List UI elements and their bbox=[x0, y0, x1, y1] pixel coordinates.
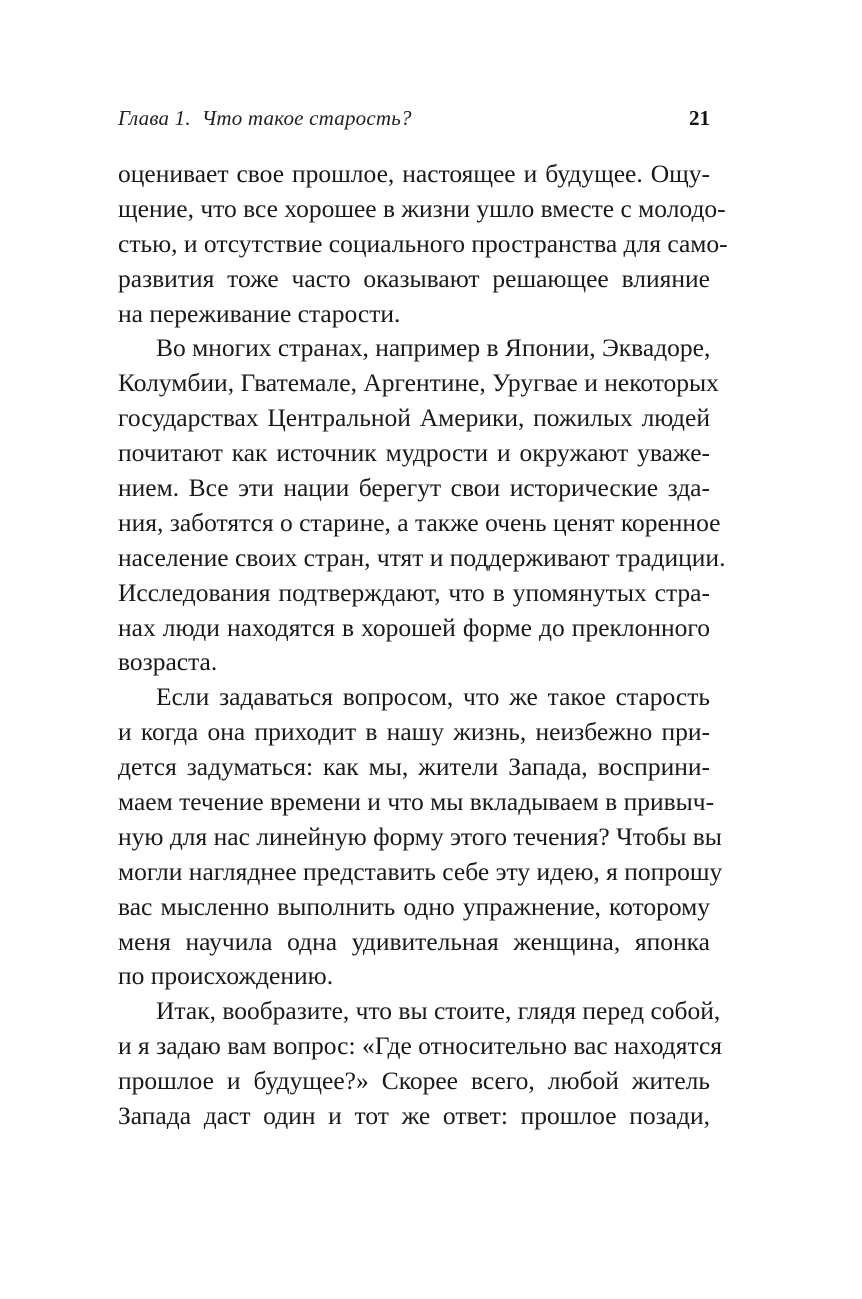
text-line: нием. Все эти нации берегут свои исторические зда- bbox=[118, 473, 710, 503]
text-line: Запада даст один и тот же ответ: прошлое позади, bbox=[118, 1101, 710, 1131]
text-line: возраста. bbox=[118, 647, 218, 677]
text-line: Колумбии, Гватемале, Аргентине, Уругвае и некоторых bbox=[118, 368, 719, 398]
text-line: могли нагляднее представить себе эту идею, я попрошу bbox=[118, 856, 723, 886]
text-line: нах люди находятся в хорошей форме до преклонного bbox=[118, 612, 710, 642]
text-line: государствах Центральной Америки, пожилых людей bbox=[118, 403, 710, 433]
text-line: Итак, вообразите, что вы стоите, глядя перед собой, bbox=[156, 996, 721, 1026]
text-line: ния, заботятся о старине, а также очень ценят коренное bbox=[118, 507, 721, 537]
text-line: развития тоже часто оказывают решающее влияние bbox=[118, 263, 710, 293]
text-line: щение, что все хорошее в жизни ушло вместе с молодо- bbox=[118, 193, 726, 223]
paragraph bbox=[118, 157, 728, 331]
running-head bbox=[118, 106, 710, 136]
text-line: вас мысленно выполнить одно упражнение, которому bbox=[118, 891, 710, 921]
text-line: Во многих странах, например в Японии, Эквадоре, bbox=[156, 333, 711, 363]
body-text bbox=[118, 157, 728, 1134]
text-line: Если задаваться вопросом, что же такое старость bbox=[156, 682, 710, 712]
text-line: Исследования подтверждают, что в упомянутых стра- bbox=[118, 577, 710, 607]
text-line: прошлое и будущее?» Скорее всего, любой житель bbox=[118, 1066, 710, 1096]
text-line: почитают как источник мудрости и окружают уваже- bbox=[118, 438, 710, 468]
text-line: оценивает свое прошлое, настоящее и будущее. Ощу- bbox=[118, 159, 710, 188]
text-line: дется задуматься: как мы, жители Запада, восприни- bbox=[118, 752, 710, 782]
text-line: население своих стран, чтят и поддерживают традиции. bbox=[118, 542, 726, 572]
text-line: и когда она приходит в нашу жизнь, неизбежно при- bbox=[118, 717, 710, 747]
text-line: ную для нас линейную форму этого течения? Чтобы вы bbox=[118, 821, 722, 851]
paragraph bbox=[118, 994, 723, 1134]
text-line: и я задаю вам вопрос: «Где относительно вас находятся bbox=[118, 1031, 723, 1061]
text-line: маем течение времени и что мы вкладываем в привыч- bbox=[118, 787, 715, 817]
page-number: 21 bbox=[689, 106, 710, 130]
paragraph bbox=[118, 331, 726, 680]
text-line: на переживание старости. bbox=[118, 298, 401, 328]
paragraph bbox=[118, 680, 723, 994]
text-line: меня научила одна удивительная женщина, японка bbox=[118, 926, 710, 956]
text-line: по происхождению. bbox=[118, 961, 334, 991]
text-line: стью, и отсутствие социального пространства для само- bbox=[118, 228, 728, 258]
chapter-title: Глава 1. Что такое старость? bbox=[118, 106, 412, 130]
